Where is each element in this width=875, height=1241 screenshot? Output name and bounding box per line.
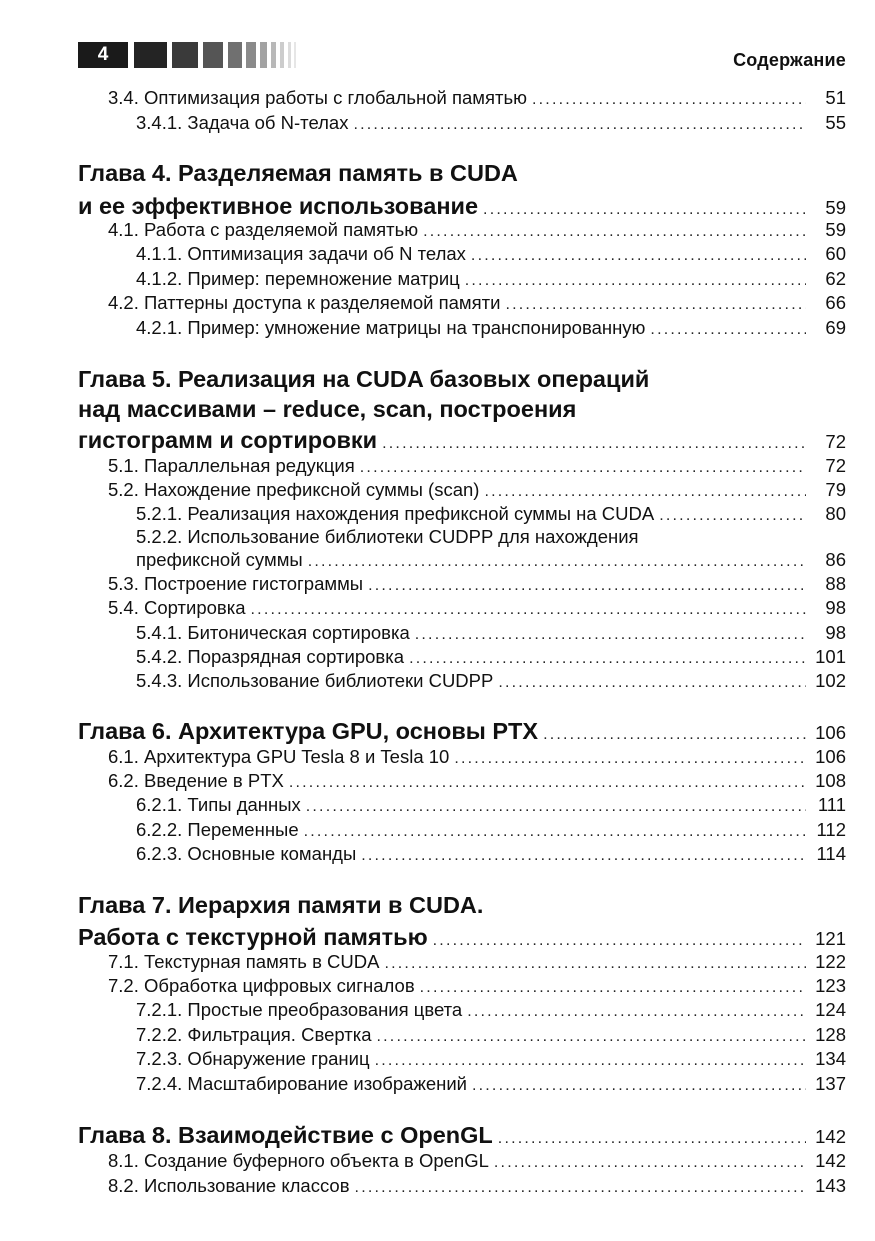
header-decor-bar: [260, 42, 267, 68]
toc-entry-page: 142: [815, 1126, 846, 1147]
chapter-heading: Глава 7. Иерархия памяти в CUDA.: [78, 892, 484, 918]
chapter-heading: Глава 5. Реализация на CUDA базовых операций: [78, 366, 650, 392]
toc-entry-page: 88: [825, 573, 846, 594]
toc-entry: [78, 769, 846, 793]
toc-entry-title: 7.2.1. Простые преобразования цвета: [136, 999, 463, 1020]
chapter-entry: [78, 716, 846, 746]
toc-entry-title: 8.1. Создание буферного объекта в OpenGL: [108, 1150, 489, 1171]
toc-entry: [78, 454, 846, 478]
chapter-entry: [78, 191, 846, 221]
toc-entry-page: 106: [815, 746, 846, 767]
dot-leader: [650, 318, 806, 342]
toc-entry: [78, 502, 846, 526]
chapter-heading: и ее эффективное использование: [78, 193, 479, 219]
dot-leader: [498, 671, 806, 695]
dot-leader: [360, 456, 806, 480]
toc-entry-page: 142: [815, 1150, 846, 1171]
toc-entry: [78, 218, 846, 242]
toc-entry: [78, 818, 846, 842]
toc-entry: [78, 111, 846, 135]
toc-entry-title: 6.1. Архитектура GPU Tesla 8 и Tesla 10: [108, 746, 450, 767]
toc-entry: [78, 1047, 846, 1071]
toc-entry: [78, 478, 846, 502]
toc-entry: [78, 572, 846, 596]
dot-leader: [659, 504, 806, 528]
toc-entry-title: 4.1.2. Пример: перемножение матриц: [136, 268, 460, 289]
toc-entry-page: 66: [825, 292, 846, 313]
dot-leader: [472, 1074, 806, 1098]
toc-entry-title: префиксной суммы: [136, 549, 303, 570]
toc-entry: [78, 645, 846, 669]
toc-entry: [78, 291, 846, 315]
dot-leader: [415, 623, 806, 647]
dot-leader: [355, 1176, 806, 1200]
toc-entry: [78, 86, 846, 110]
dot-leader: [353, 113, 806, 137]
chapter-heading: Глава 6. Архитектура GPU, основы PTX: [78, 718, 539, 744]
toc-entry-title: 7.1. Текстурная память в CUDA: [108, 951, 380, 972]
toc-entry: [78, 1149, 846, 1173]
toc-entry-page: 114: [816, 843, 846, 864]
toc-entry-page: 134: [815, 1048, 846, 1069]
chapter-entry: [78, 425, 846, 455]
chapter-heading: над массивами – reduce, scan, построения: [78, 396, 577, 422]
dot-leader: [377, 1025, 806, 1049]
toc-entry-page: 55: [825, 112, 846, 133]
toc-entry: [78, 242, 846, 266]
header-decor-bar: [203, 42, 223, 68]
toc-entry-title: 6.2.2. Переменные: [136, 819, 299, 840]
toc-entry-title: 8.2. Использование классов: [108, 1175, 350, 1196]
dot-leader: [465, 269, 806, 293]
dot-leader: [304, 820, 806, 844]
toc-entry: [78, 669, 846, 693]
toc-entry-page: 69: [825, 317, 846, 338]
toc-entry: [78, 950, 846, 974]
toc-entry-page: 102: [815, 670, 846, 691]
toc-entry-page: 72: [825, 431, 846, 452]
toc-entry-page: 122: [815, 951, 846, 972]
toc-entry: [78, 793, 846, 817]
dot-leader: [368, 574, 806, 598]
toc-entry-page: 80: [825, 503, 846, 524]
toc-entry-page: 98: [825, 622, 846, 643]
toc-entry-title: 3.4.1. Задача об N-телах: [136, 112, 349, 133]
toc-entry-title: 6.2.1. Типы данных: [136, 794, 301, 815]
toc-entry: [78, 548, 846, 572]
dot-leader: [420, 976, 806, 1000]
dot-leader: [251, 598, 806, 622]
header-decor-bar: [172, 42, 198, 68]
toc-entry-title: 5.4.2. Поразрядная сортировка: [136, 646, 405, 667]
dot-leader: [289, 771, 806, 795]
dot-leader: [471, 244, 806, 268]
toc-entry-title: 4.2. Паттерны доступа к разделяемой памяти: [108, 292, 501, 313]
toc-entry-page: 62: [825, 268, 846, 289]
dot-leader: [505, 293, 806, 317]
chapter-heading: гистограмм и сортировки: [78, 427, 378, 453]
toc-entry: [78, 596, 846, 620]
toc-entry-page: 112: [816, 819, 846, 840]
dot-leader: [423, 220, 806, 244]
toc-entry: [78, 267, 846, 291]
toc-entry-title: 6.2. Введение в PTX: [108, 770, 284, 791]
toc-entry-page: 59: [825, 219, 846, 240]
toc-entry: [78, 745, 846, 769]
dot-leader: [409, 647, 806, 671]
chapter-entry: [78, 922, 846, 952]
toc-entry-title: 4.2.1. Пример: умножение матрицы на транспонированную: [136, 317, 646, 338]
dot-leader: [306, 795, 806, 819]
toc-entry-page: 59: [825, 197, 846, 218]
toc-entry: [78, 842, 846, 866]
toc-entry-title: 5.4. Сортировка: [108, 597, 246, 618]
page-header: [78, 42, 846, 68]
header-decor-bar: [246, 42, 256, 68]
toc-entry: [78, 974, 846, 998]
toc-entry-title: 5.4.3. Использование библиотеки CUDPP: [136, 670, 494, 691]
header-decor-bar: [280, 42, 284, 68]
toc-entry-page: 60: [825, 243, 846, 264]
header-decor-bar: [134, 42, 167, 68]
toc-entry-page: 108: [815, 770, 846, 791]
toc-entry-page: 106: [815, 722, 846, 743]
section-title: Содержание: [733, 50, 846, 70]
toc-entry-page: 72: [825, 455, 846, 476]
dot-leader: [532, 88, 806, 112]
dot-leader: [375, 1049, 806, 1073]
toc-entry-page: 124: [815, 999, 846, 1020]
toc-entry-title: 7.2.2. Фильтрация. Свертка: [136, 1024, 372, 1045]
toc-entry-page: 111: [817, 794, 846, 815]
chapter-entry: [78, 1120, 846, 1150]
toc-entry-title: 7.2. Обработка цифровых сигналов: [108, 975, 415, 996]
toc-entry-title: 5.2.1. Реализация нахождения префиксной суммы на CUDA: [136, 503, 655, 524]
toc-entry: [78, 1072, 846, 1096]
dot-leader: [384, 952, 806, 976]
toc-entry: [78, 316, 846, 340]
toc-entry-page: 98: [825, 597, 846, 618]
dot-leader: [467, 1000, 806, 1024]
toc-entry-title: 7.2.3. Обнаружение границ: [136, 1048, 370, 1069]
toc-entry-title: 3.4. Оптимизация работы с глобальной памятью: [108, 87, 528, 108]
toc-entry-page: 101: [815, 646, 846, 667]
toc-entry-page: 51: [825, 87, 846, 108]
toc-entry-title: 7.2.4. Масштабирование изображений: [136, 1073, 467, 1094]
toc-entry-title: 5.2. Нахождение префиксной суммы (scan): [108, 479, 480, 500]
dot-leader: [361, 844, 806, 868]
toc-entry-title: 5.3. Построение гистограммы: [108, 573, 364, 594]
toc-entry-page: 128: [815, 1024, 846, 1045]
toc-entry: [78, 1174, 846, 1198]
header-decor-bar: [271, 42, 276, 68]
dot-leader: [454, 747, 806, 771]
toc-entry-page: 137: [815, 1073, 846, 1094]
chapter-heading: Глава 8. Взаимодействие с OpenGL: [78, 1122, 493, 1148]
toc-entry-page: 121: [815, 928, 846, 949]
toc-entry: [78, 621, 846, 645]
page-number: 4: [78, 42, 128, 68]
toc-entry-page: 143: [815, 1175, 846, 1196]
toc-entry-page: 86: [825, 549, 846, 570]
header-decor-bar: [228, 42, 242, 68]
toc-entry-page: 123: [815, 975, 846, 996]
header-decor-bar: [288, 42, 291, 68]
toc-entry-title: 5.4.1. Битоническая сортировка: [136, 622, 410, 643]
toc-entry-title: 6.2.3. Основные команды: [136, 843, 357, 864]
toc-entry: [78, 1023, 846, 1047]
toc-entry-title: 4.1. Работа с разделяемой памятью: [108, 219, 419, 240]
chapter-heading: Работа с текстурной памятью: [78, 924, 428, 950]
dot-leader: [494, 1151, 806, 1175]
dot-leader: [484, 480, 806, 504]
dot-leader: [308, 550, 806, 574]
header-decor-bar: [294, 42, 296, 68]
toc-entry: [78, 998, 846, 1022]
toc-entry-title: 4.1.1. Оптимизация задачи об N телах: [136, 243, 466, 264]
toc-entry-title: 5.1. Параллельная редукция: [108, 455, 355, 476]
toc-entry-title: 5.2.2. Использование библиотеки CUDPP для нахождения: [136, 526, 639, 547]
toc-entry-page: 79: [825, 479, 846, 500]
chapter-heading: Глава 4. Разделяемая память в CUDA: [78, 160, 518, 186]
